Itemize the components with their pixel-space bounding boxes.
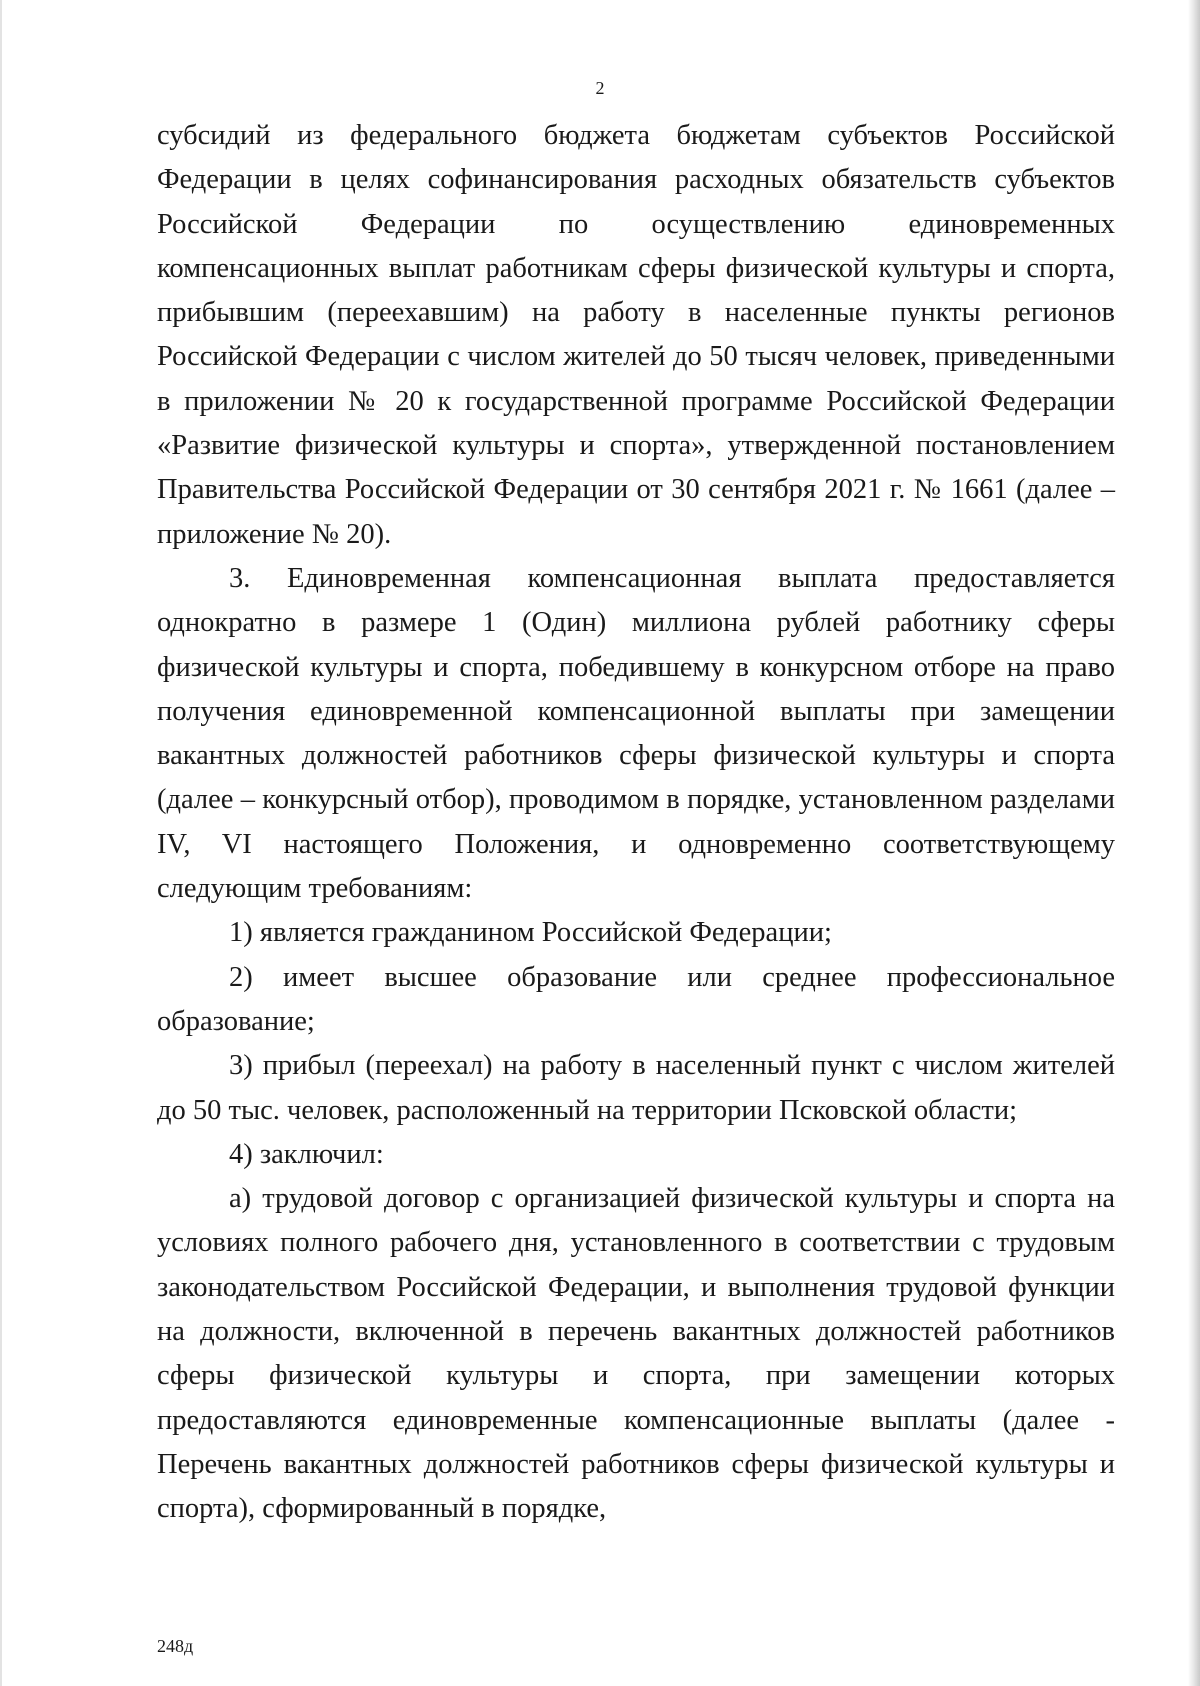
document-body <box>157 114 1115 1532</box>
document-code: 248д <box>157 1636 194 1656</box>
paragraph-requirement-4: 4) заключил: <box>229 1138 384 1170</box>
scan-right-edge <box>1188 0 1200 1686</box>
paragraph-item-3: 3. Единовременная компенсационная выплата предоставляется однократно в размере 1 (Один) миллиона рублей работнику сферы физической культуры и спорта, победившему в конкурсном отборе на право получения единовременной компенсационной выплаты при замещении вакантных должностей работников сферы физической культуры и спорта (далее – конкурсный отбор), проводимом в порядке, установленном разделами IV, VI настоящего Положения, и одновременно соответствующему следующим требованиям: <box>157 562 1115 905</box>
paragraph-requirement-4a: а) трудовой договор с организацией физической культуры и спорта на условиях полного рабочего дня, установленного в соответствии с трудовым законодательством Российской Федерации, и выполнения трудовой функции на должности, включенной в перечень вакантных должностей работников сферы физической культуры и спорта, при замещении которых предоставляются единовременные компенсационные выплаты (далее - Перечень вакантных должностей работников сферы физической культуры и спорта), сформированный в порядке, <box>157 1183 1115 1525</box>
paragraph-requirement-3: 3) прибыл (переехал) на работу в населенный пункт с числом жителей до 50 тыс. человек, расположенный на территории Псковской области; <box>157 1050 1115 1126</box>
scan-left-edge <box>0 0 2 1686</box>
paragraph-requirement-2: 2) имеет высшее образование или среднее профессиональное образование; <box>157 961 1115 1037</box>
paragraph-subsidy-intro: субсидий из федерального бюджета бюджетам субъектов Российской Федерации в целях софинансирования расходных обязательств субъектов Российской Федерации по осуществлению единовременных компенсационных выплат работникам сферы физической культуры и спорта, прибывшим (переехавшим) на работу в населенные пункты регионов Российской Федерации с числом жителей до 50 тысяч человек, приведенными в приложении № 20 к государственной программе Российской Федерации «Развитие физической культуры и спорта», утвержденной постановлением Правительства Российской Федерации от 30 сентября 2021 г. № 1661 (далее – приложение № 20). <box>157 120 1115 550</box>
page-number: 2 <box>595 78 605 98</box>
paragraph-requirement-1: 1) является гражданином Российской Федерации; <box>229 917 832 949</box>
